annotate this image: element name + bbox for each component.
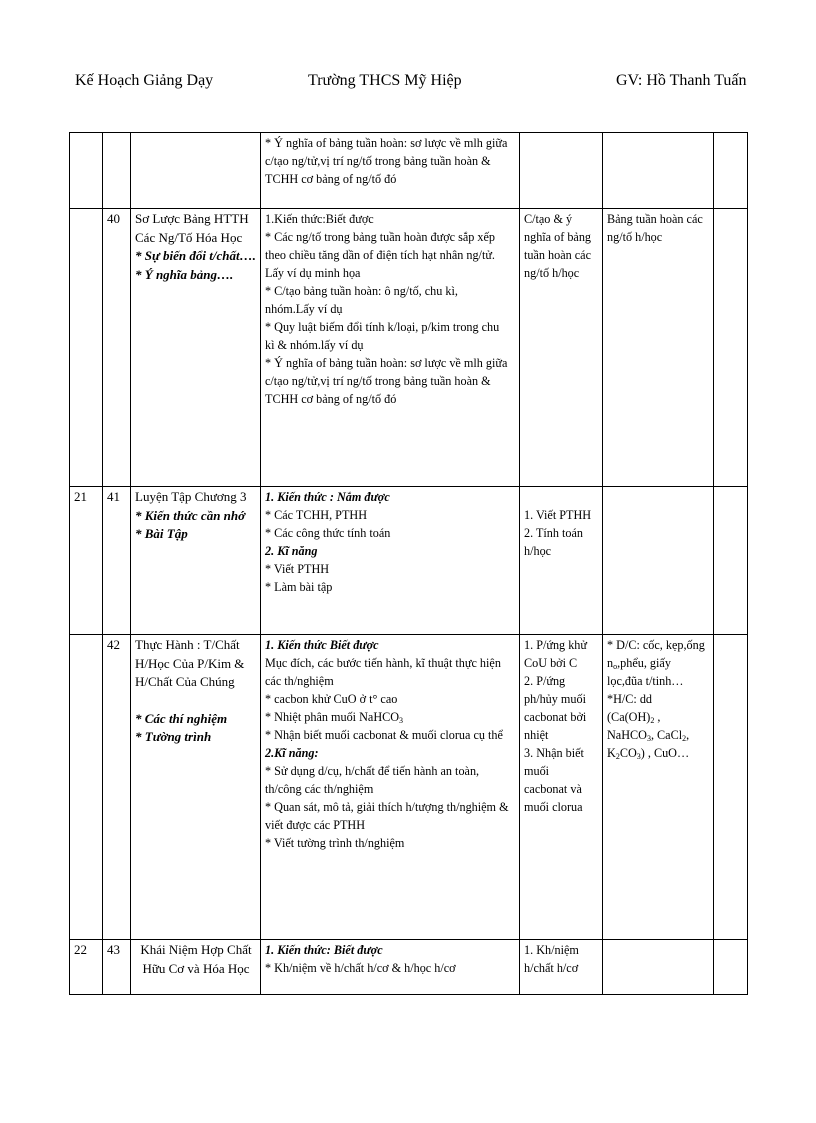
- table-row: [70, 209, 748, 487]
- content-line: * Kh/niệm về h/chất h/cơ & h/học h/cơ: [265, 961, 456, 975]
- content-line: * Các ng/tố trong bảng tuần hoàn được sắp xếp: [265, 230, 496, 244]
- lesson-title-line: H/Học Của P/Kim &: [135, 655, 245, 671]
- content-line: * Quy luật biếm đổi tính k/loại, p/kim trong chu: [265, 320, 500, 334]
- content-heading: 1. Kiến thức : Nắm được: [265, 490, 390, 504]
- content-heading: 1. Kiến thức: Biết được: [265, 943, 383, 957]
- lesson-number-cell: [103, 133, 131, 209]
- week-cell: [70, 209, 103, 487]
- table-row: [70, 133, 748, 209]
- lesson-title-cell: [131, 133, 261, 209]
- content-line: viết được các PTHH: [265, 818, 366, 832]
- materials-line: NaHCO$_3$, CaCl$_2$,: [607, 728, 690, 743]
- lesson-title-line: Hữu Cơ và Hóa Học: [142, 960, 250, 976]
- content-line: TCHH cơ bảng of ng/tố đó: [265, 172, 397, 186]
- lesson-title-line: Khái Niệm Hợp Chất: [140, 942, 252, 957]
- lesson-plan-table: [69, 132, 748, 995]
- content-cell: [261, 487, 520, 635]
- focus-line: CoU bởi C: [524, 656, 578, 670]
- focus-line: C/tạo & ý: [524, 212, 573, 226]
- lesson-sub-item: * Các thí nghiệm: [135, 710, 228, 726]
- content-line: * Làm bài tập: [265, 580, 333, 594]
- lesson-sub-item: * Ý nghĩa bảng….: [135, 266, 234, 282]
- content-heading: 2. Kĩ năng: [265, 544, 318, 558]
- content-cell: [261, 940, 520, 995]
- notes-cell: [714, 487, 748, 635]
- notes-cell: [714, 133, 748, 209]
- header-plan-title: Kế Hoạch Giảng Dạy: [75, 72, 214, 89]
- week-cell: 22: [70, 940, 103, 995]
- focus-line: cacbonat và: [524, 782, 582, 796]
- focus-cell: [520, 209, 603, 487]
- lesson-title-line: Các Ng/Tố Hóa Học: [135, 229, 243, 245]
- content-line: * Viết tường trình th/nghiệm: [265, 836, 405, 850]
- table-row: [70, 635, 748, 940]
- notes-cell: [714, 940, 748, 995]
- focus-cell: [520, 487, 603, 635]
- header-teacher: GV: Hồ Thanh Tuấn: [616, 72, 747, 89]
- focus-line: muối clorua: [524, 800, 583, 814]
- lesson-sub-item: * Kiến thức cần nhớ: [135, 507, 246, 523]
- notes-cell: [714, 635, 748, 940]
- lesson-title-line: Luyện Tập Chương 3: [135, 489, 247, 504]
- content-line: theo chiều tăng dần of điện tích hạt nhân ng/tử.: [265, 248, 495, 262]
- materials-cell: [603, 635, 714, 940]
- content-line: TCHH cơ bảng of ng/tố đó: [265, 392, 397, 406]
- lesson-title-cell: [131, 635, 261, 940]
- content-line: * Sử dụng d/cụ, h/chất để tiến hành an toàn,: [265, 764, 480, 778]
- content-line: * Các TCHH, PTHH: [265, 508, 368, 522]
- content-line: * Nhiệt phân muối NaHCO$_3$: [265, 710, 404, 725]
- focus-cell: [520, 940, 603, 995]
- materials-line: ng/tố h/học: [607, 230, 663, 244]
- focus-line: h/học: [524, 544, 552, 558]
- week-cell: [70, 133, 103, 209]
- materials-cell: [603, 133, 714, 209]
- content-line: 1.Kiến thức:Biết được: [265, 212, 374, 226]
- content-line: * Ý nghĩa of bảng tuần hoàn: sơ lược về mlh giữa: [265, 356, 508, 370]
- content-cell: [261, 133, 520, 209]
- materials-cell: [603, 487, 714, 635]
- materials-line: $n_o,phểu$, giấy: [607, 656, 671, 671]
- focus-line: ng/tố h/học: [524, 266, 580, 280]
- content-line: * Ý nghĩa of bảng tuần hoàn: sơ lược về mlh giữa: [265, 136, 508, 150]
- content-line: kì & nhóm.lấy ví dụ: [265, 338, 364, 352]
- focus-line: 1. Kh/niệm: [524, 943, 579, 957]
- table-row: [70, 487, 748, 635]
- lesson-number-cell: 40: [103, 209, 131, 487]
- materials-line: ($Ca(OH)_2$ ,: [607, 710, 661, 725]
- lesson-title-cell: [131, 209, 261, 487]
- lesson-number-cell: 41: [103, 487, 131, 635]
- materials-line: Bảng tuần hoàn các: [607, 212, 703, 226]
- focus-line: tuần hoàn các: [524, 248, 591, 262]
- content-line: c/tạo ng/tử,vị trí ng/tố trong bảng tuần hoàn &: [265, 154, 491, 168]
- focus-line: h/chất h/cơ: [524, 961, 579, 975]
- lesson-sub-item: * Sự biến đổi t/chất….: [135, 248, 256, 263]
- materials-line: lọc,đũa t/tinh…: [607, 674, 684, 688]
- content-heading: 2.Kĩ năng:: [265, 746, 319, 760]
- content-line: nhóm.Lấy ví dụ: [265, 302, 343, 316]
- focus-line: muối: [524, 764, 550, 778]
- lesson-sub-item: * Bài Tập: [135, 526, 188, 541]
- focus-line: 3. Nhận biết: [524, 746, 584, 760]
- focus-cell: [520, 635, 603, 940]
- focus-line: 2. P/ứng: [524, 674, 566, 688]
- focus-line: nhiệt: [524, 728, 549, 742]
- focus-line: 1. Viết PTHH: [524, 508, 592, 522]
- content-line: th/công các th/nghiệm: [265, 782, 374, 796]
- materials-cell: [603, 940, 714, 995]
- lesson-title-line: H/Chất Của Chúng: [135, 674, 235, 689]
- table-row: [70, 940, 748, 995]
- content-line: * Nhận biết muối cacbonat & muối clorua cụ thể: [265, 728, 503, 742]
- focus-line: 1. P/ứng khử: [524, 638, 587, 652]
- materials-cell: [603, 209, 714, 487]
- content-line: Mục đích, các bước tiến hành, kĩ thuật thực hiện: [265, 656, 501, 670]
- materials-line: *H/C: dd: [607, 692, 653, 706]
- focus-line: ph/hủy muối: [524, 692, 586, 706]
- content-cell: [261, 635, 520, 940]
- content-line: * Các công thức tính toán: [265, 526, 391, 540]
- week-cell: [70, 635, 103, 940]
- materials-line: * D/C: cốc, kẹp,ống: [607, 638, 705, 652]
- content-line: * cacbon khử CuO ở t° cao: [265, 692, 398, 706]
- lesson-title-line: Sơ Lược Bảng HTTH: [135, 211, 249, 226]
- content-line: * Quan sát, mô tả, giải thích h/tượng th/nghiệm &: [265, 800, 509, 814]
- focus-line: nghĩa of bảng: [524, 230, 592, 244]
- content-line: c/tạo ng/tử,vị trí ng/tố trong bảng tuần hoàn &: [265, 374, 491, 388]
- content-line: các th/nghiệm: [265, 674, 334, 688]
- lesson-title-cell: [131, 487, 261, 635]
- lesson-title-line: Thực Hành : T/Chất: [135, 637, 240, 652]
- content-line: * Viết PTHH: [265, 562, 330, 576]
- page-header: [0, 72, 816, 98]
- content-cell: [261, 209, 520, 487]
- week-cell: 21: [70, 487, 103, 635]
- notes-cell: [714, 209, 748, 487]
- focus-line: cacbonat bởi: [524, 710, 587, 724]
- content-line: * C/tạo bảng tuần hoàn: ô ng/tố, chu kì,: [265, 284, 458, 298]
- content-line: Lấy ví dụ minh họa: [265, 266, 361, 280]
- lesson-sub-item: * Tường trình: [135, 729, 212, 744]
- materials-line: $K_2CO_3$) , CuO…: [607, 746, 690, 761]
- lesson-title-cell: [131, 940, 261, 995]
- content-heading: 1. Kiến thức Biết được: [265, 638, 379, 652]
- lesson-number-cell: 42: [103, 635, 131, 940]
- focus-cell: [520, 133, 603, 209]
- header-school: Trường THCS Mỹ Hiệp: [308, 72, 462, 89]
- focus-line: 2. Tính toán: [524, 526, 584, 540]
- lesson-number-cell: 43: [103, 940, 131, 995]
